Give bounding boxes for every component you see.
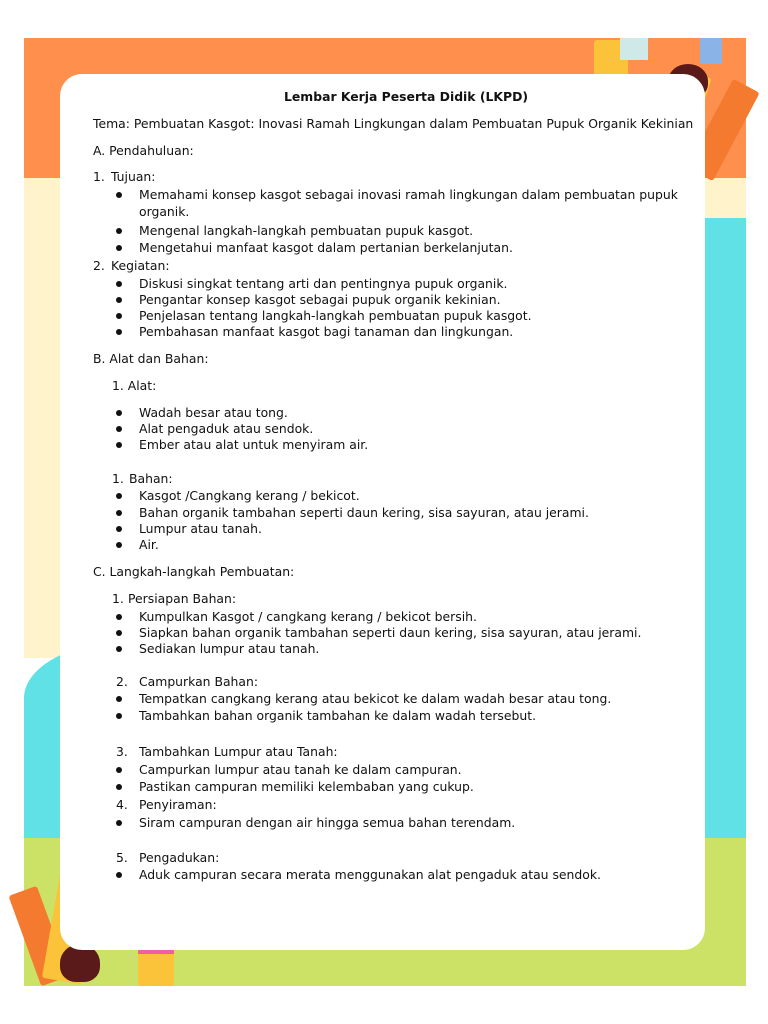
- bullet-icon: [116, 281, 122, 287]
- bullet-icon: [116, 820, 122, 826]
- bullet-icon: [116, 410, 122, 416]
- list-number: 1.: [112, 471, 124, 486]
- list-item: Kasgot /Cangkang kerang / bekicot.: [139, 488, 360, 503]
- bullet-icon: [116, 713, 122, 719]
- section-b-heading: B. Alat dan Bahan:: [93, 351, 209, 366]
- list-item: Pengantar konsep kasgot sebagai pupuk organik kekinian.: [139, 292, 501, 307]
- bullet-icon: [116, 192, 122, 198]
- bullet-icon: [116, 442, 122, 448]
- list-number: 1.: [112, 591, 124, 606]
- list-item: Penjelasan tentang langkah-langkah pembuatan pupuk kasgot.: [139, 308, 532, 323]
- list-item: Lumpur atau tanah.: [139, 521, 262, 536]
- list-number: 2.: [116, 674, 128, 689]
- bullet-icon: [116, 542, 122, 548]
- list-item: Memahami konsep kasgot sebagai inovasi ramah lingkungan dalam pembuatan pupuk: [139, 187, 678, 202]
- list-item: Air.: [139, 537, 159, 552]
- list-item: Wadah besar atau tong.: [139, 405, 288, 420]
- bullet-icon: [116, 493, 122, 499]
- list-number: 5.: [116, 850, 128, 865]
- list-item: Tempatkan cangkang kerang atau bekicot ke dalam wadah besar atau tong.: [139, 691, 612, 706]
- bullet-icon: [116, 426, 122, 432]
- list-item: Pembahasan manfaat kasgot bagi tanaman dan lingkungan.: [139, 324, 514, 339]
- list-item: Sediakan lumpur atau tanah.: [139, 641, 320, 656]
- bullet-icon: [116, 510, 122, 516]
- bullet-icon: [116, 329, 122, 335]
- list-item: Tambahkan bahan organik tambahan ke dalam wadah tersebut.: [139, 708, 537, 723]
- list-item: Alat pengaduk atau sendok.: [139, 421, 314, 436]
- bullet-icon: [116, 297, 122, 303]
- bullet-icon: [116, 767, 122, 773]
- theme-line: Tema: Pembuatan Kasgot: Inovasi Ramah Lingkungan dalam Pembuatan Pupuk Organik Kekinian: [93, 116, 694, 131]
- subheading-bahan: Bahan:: [129, 471, 173, 486]
- bullet-icon: [116, 696, 122, 702]
- list-item: Ember atau alat untuk menyiram air.: [139, 437, 369, 452]
- subheading-tujuan: Tujuan:: [111, 169, 156, 184]
- page-title: Lembar Kerja Peserta Didik (LKPD): [284, 89, 529, 104]
- step-label: Persiapan Bahan:: [128, 591, 237, 606]
- subheading-kegiatan: Kegiatan:: [111, 258, 170, 273]
- bullet-icon: [116, 630, 122, 636]
- list-item: Bahan organik tambahan seperti daun kering, sisa sayuran, atau jerami.: [139, 505, 589, 520]
- list-item: Aduk campuran secara merata menggunakan alat pengaduk atau sendok.: [139, 867, 601, 882]
- bullet-icon: [116, 245, 122, 251]
- bullet-icon: [116, 313, 122, 319]
- list-number: 2.: [93, 258, 105, 273]
- step-label: Pengadukan:: [139, 850, 220, 865]
- list-item: Siapkan bahan organik tambahan seperti daun kering, sisa sayuran, atau jerami.: [139, 625, 642, 640]
- bullet-icon: [116, 872, 122, 878]
- list-number: 3.: [116, 744, 128, 759]
- bullet-icon: [116, 646, 122, 652]
- list-item: Mengenal langkah-langkah pembuatan pupuk kasgot.: [139, 223, 474, 238]
- section-c-heading: C. Langkah-langkah Pembuatan:: [93, 564, 295, 579]
- list-item: Diskusi singkat tentang arti dan pentingnya pupuk organik.: [139, 276, 508, 291]
- bullet-icon: [116, 614, 122, 620]
- list-item: Pastikan campuran memiliki kelembaban yang cukup.: [139, 779, 474, 794]
- list-item: Mengetahui manfaat kasgot dalam pertanian berkelanjutan.: [139, 240, 513, 255]
- list-item: Siram campuran dengan air hingga semua bahan terendam.: [139, 815, 516, 830]
- list-number: 4.: [116, 797, 128, 812]
- step-label: Tambahkan Lumpur atau Tanah:: [139, 744, 338, 759]
- section-a-heading: A. Pendahuluan:: [93, 143, 194, 158]
- list-item: Campurkan lumpur atau tanah ke dalam campuran.: [139, 762, 462, 777]
- bullet-icon: [116, 784, 122, 790]
- list-item-continuation: organik.: [139, 204, 190, 219]
- subheading-alat: 1. Alat:: [112, 378, 157, 393]
- bullet-icon: [116, 228, 122, 234]
- list-number: 1.: [93, 169, 105, 184]
- step-label: Penyiraman:: [139, 797, 217, 812]
- step-label: Campurkan Bahan:: [139, 674, 259, 689]
- bullet-icon: [116, 526, 122, 532]
- list-item: Kumpulkan Kasgot / cangkang kerang / bekicot bersih.: [139, 609, 477, 624]
